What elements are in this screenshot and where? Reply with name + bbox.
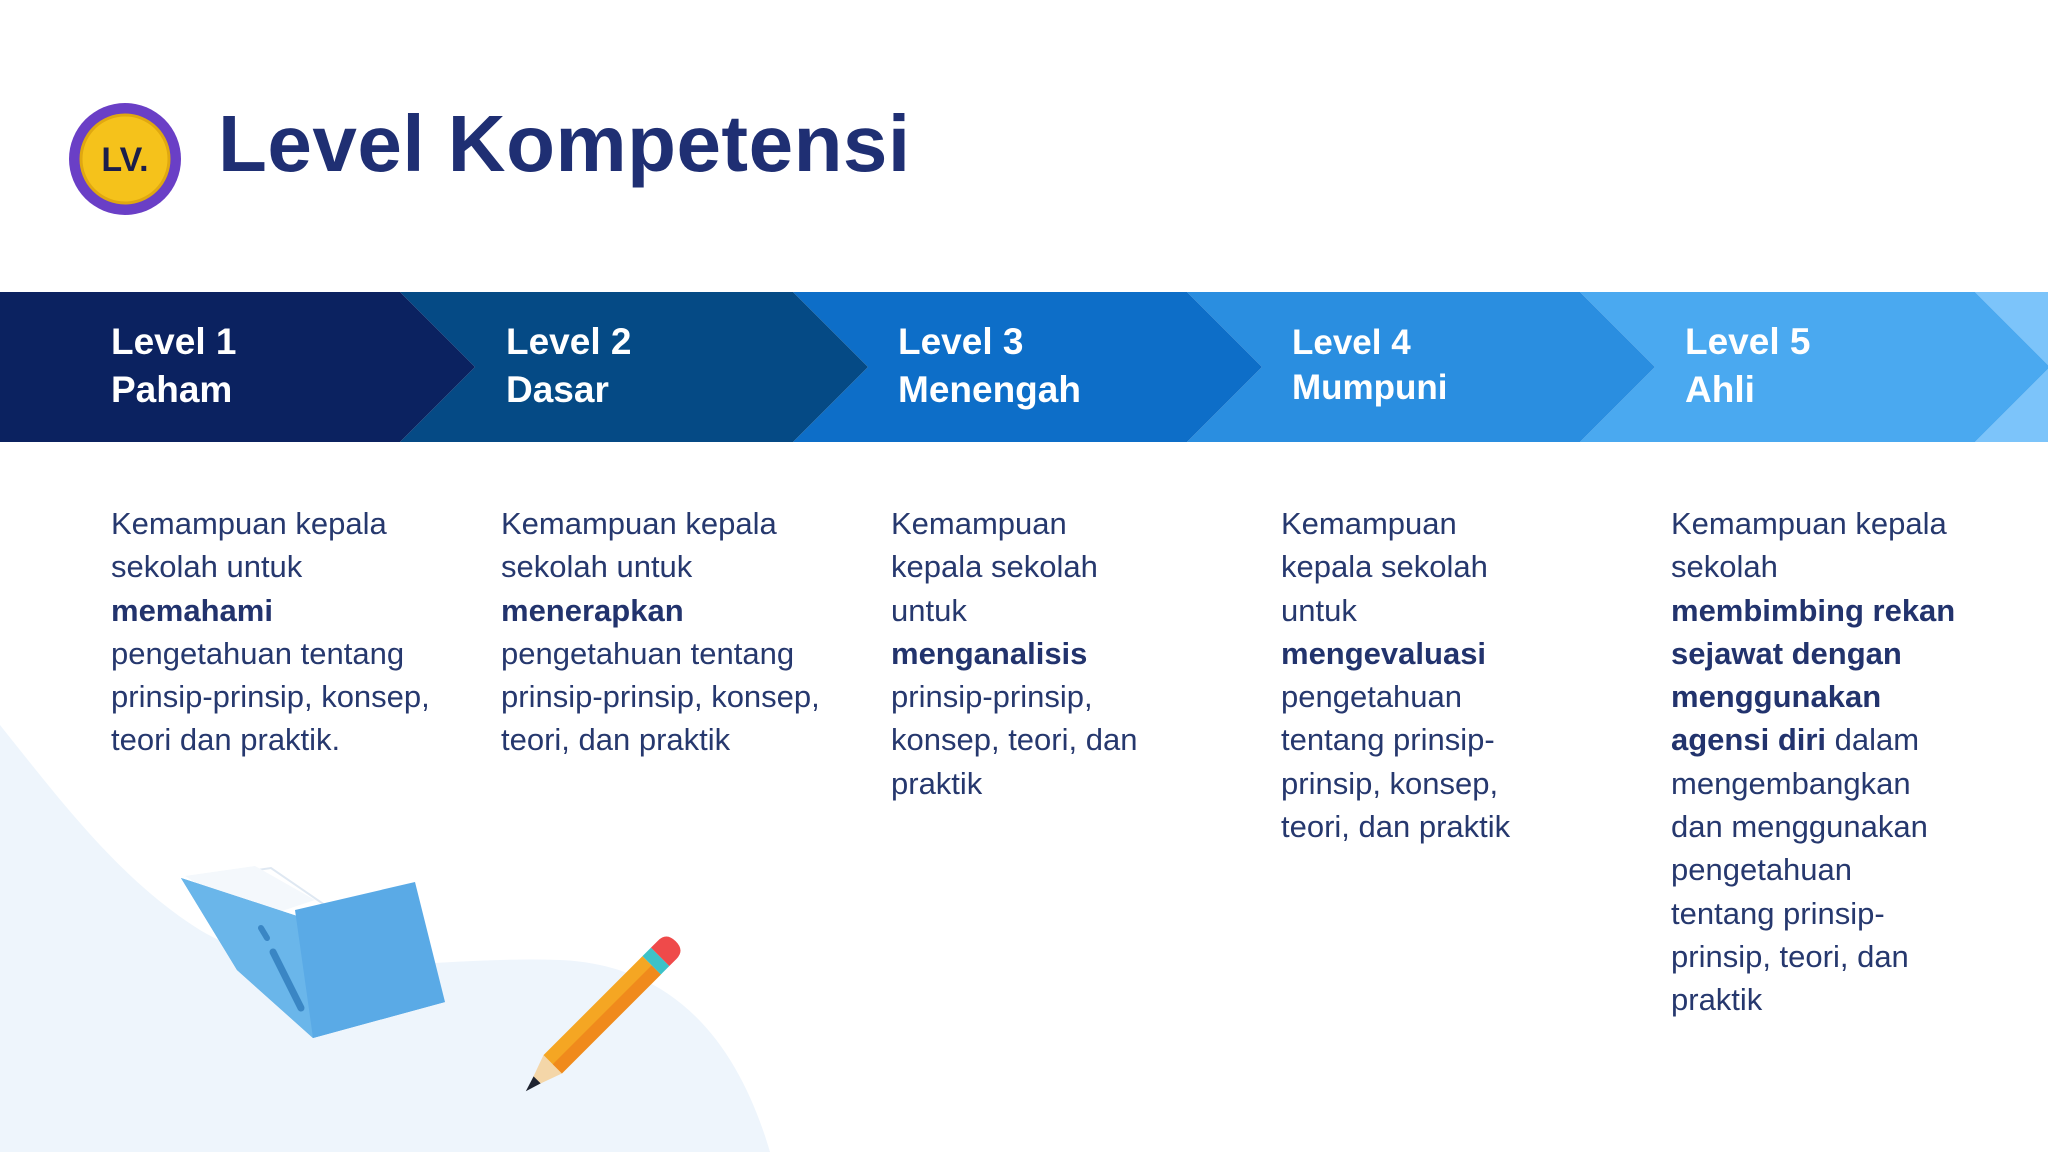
- level-2-header: [506, 318, 631, 414]
- level-4-header: [1292, 320, 1448, 410]
- level-5-header: [1685, 318, 1810, 414]
- chevron-level-1: [0, 292, 475, 442]
- level-5-description: Kemampuan kepala sekolah membimbing rekan sejawat dengan menggunakan agensi diri dalam mengembangkan dan menggunakan pengetahuan tentang prinsip-prinsip, teori, dan praktik: [1671, 506, 1956, 1018]
- pencil-icon: [505, 912, 705, 1112]
- level-1-description: Kemampuan kepala sekolah untuk memahami pengetahuan tentang prinsip-prinsip, konsep, teori dan praktik.: [111, 506, 430, 758]
- level-3-header: [898, 318, 1081, 414]
- level-5-name: Ahli: [1685, 369, 1755, 410]
- page-title: Level Kompetensi: [218, 99, 911, 188]
- badge-text: LV.: [101, 141, 149, 179]
- level-4-name: Mumpuni: [1292, 368, 1448, 407]
- level-3-name: Menengah: [898, 369, 1081, 410]
- level-5-number: Level 5: [1685, 321, 1811, 362]
- level-1-number: Level 1: [111, 321, 237, 362]
- level-3-number: Level 3: [898, 321, 1024, 362]
- level-3-description: Kemampuan kepala sekolah untuk menganalisis prinsip-prinsip, konsep, teori, dan praktik: [891, 506, 1138, 801]
- book-icon: [175, 860, 460, 1045]
- level-2-name: Dasar: [506, 369, 609, 410]
- level-2-description: Kemampuan kepala sekolah untuk menerapkan pengetahuan tentang prinsip-prinsip, konsep, teori, dan praktik: [501, 506, 820, 758]
- level-badge-icon: [68, 102, 182, 216]
- level-4-description: Kemampuan kepala sekolah untuk mengevaluasi pengetahuan tentang prinsip-prinsip, konsep, teori, dan praktik: [1281, 506, 1511, 845]
- level-4-number: Level 4: [1292, 323, 1411, 362]
- level-1-name: Paham: [111, 369, 233, 410]
- level-1-header: [111, 318, 236, 414]
- level-2-number: Level 2: [506, 321, 632, 362]
